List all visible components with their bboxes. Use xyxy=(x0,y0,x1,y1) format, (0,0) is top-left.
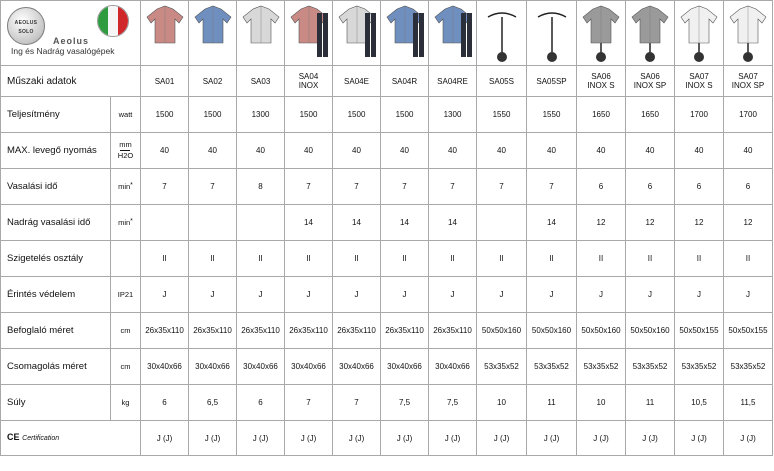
spec-row xyxy=(1,277,773,313)
spec-cell: J xyxy=(527,277,577,313)
certification-cell: J (J) xyxy=(577,421,626,456)
spec-cell xyxy=(141,205,189,241)
spec-cell: 50x50x160 xyxy=(477,313,527,349)
row-label: Vasalási idő xyxy=(1,169,111,205)
model-header-8: SA05S xyxy=(477,66,527,97)
product-image-11 xyxy=(626,1,675,66)
spec-cell: 50x50x155 xyxy=(675,313,724,349)
spec-cell: 6 xyxy=(675,169,724,205)
model-header-1: SA01 xyxy=(141,66,189,97)
spec-row xyxy=(1,169,773,205)
spec-row xyxy=(1,241,773,277)
spec-cell: 7 xyxy=(285,169,333,205)
spec-cell: J xyxy=(189,277,237,313)
spec-cell: 1500 xyxy=(333,97,381,133)
product-image-2 xyxy=(189,1,237,66)
model-header-3: SA03 xyxy=(237,66,285,97)
model-header-4: SA04 INOX xyxy=(285,66,333,97)
spec-cell: 6 xyxy=(626,169,675,205)
spec-cell: II xyxy=(381,241,429,277)
spec-cell: J xyxy=(237,277,285,313)
spec-cell: 40 xyxy=(577,133,626,169)
spec-row xyxy=(1,385,773,421)
spec-cell: 50x50x160 xyxy=(626,313,675,349)
spec-cell: 7 xyxy=(477,169,527,205)
spec-row xyxy=(1,349,773,385)
spec-cell: 7,5 xyxy=(429,385,477,421)
spec-row xyxy=(1,205,773,241)
spec-cell: 7,5 xyxy=(381,385,429,421)
product-image-3 xyxy=(237,1,285,66)
spec-cell: II xyxy=(477,241,527,277)
spec-cell: 40 xyxy=(333,133,381,169)
spec-cell: 1500 xyxy=(381,97,429,133)
spec-cell: 40 xyxy=(237,133,285,169)
spec-cell: 1700 xyxy=(675,97,724,133)
row-label: MAX. levegő nyomás xyxy=(1,133,111,169)
row-label: Érintés védelem xyxy=(1,277,111,313)
spec-cell: 6 xyxy=(141,385,189,421)
certification-cell: J (J) xyxy=(141,421,189,456)
spec-cell: 1500 xyxy=(141,97,189,133)
spec-cell: 26x35x110 xyxy=(141,313,189,349)
spec-cell: 26x35x110 xyxy=(429,313,477,349)
model-header-6: SA04R xyxy=(381,66,429,97)
spec-cell xyxy=(477,205,527,241)
spec-cell: 14 xyxy=(333,205,381,241)
spec-cell: J xyxy=(381,277,429,313)
spec-cell: II xyxy=(189,241,237,277)
certification-cell: J (J) xyxy=(724,421,773,456)
spec-cell: 40 xyxy=(285,133,333,169)
certification-cell: J (J) xyxy=(333,421,381,456)
spec-cell: J xyxy=(626,277,675,313)
spec-cell: 14 xyxy=(527,205,577,241)
model-header-10: SA06 INOX S xyxy=(577,66,626,97)
spec-cell: 26x35x110 xyxy=(285,313,333,349)
spec-cell: 40 xyxy=(189,133,237,169)
product-image-1 xyxy=(141,1,189,66)
spec-cell: 53x35x52 xyxy=(477,349,527,385)
spec-row xyxy=(1,133,773,169)
spec-cell: J xyxy=(675,277,724,313)
spec-cell: 30x40x66 xyxy=(189,349,237,385)
spec-cell: 30x40x66 xyxy=(381,349,429,385)
spec-cell: 40 xyxy=(477,133,527,169)
spec-cell: 6 xyxy=(577,169,626,205)
spec-cell: II xyxy=(626,241,675,277)
product-image-8 xyxy=(477,1,527,66)
spec-cell: 1500 xyxy=(189,97,237,133)
certification-cell: J (J) xyxy=(675,421,724,456)
spec-cell: 53x35x52 xyxy=(626,349,675,385)
spec-cell: 40 xyxy=(527,133,577,169)
brand-cell xyxy=(1,1,141,66)
spec-cell: 53x35x52 xyxy=(577,349,626,385)
spec-cell: II xyxy=(724,241,773,277)
row-unit: min* xyxy=(111,169,141,205)
spec-cell: 7 xyxy=(527,169,577,205)
certification-cell: J (J) xyxy=(237,421,285,456)
spec-cell: 1500 xyxy=(285,97,333,133)
spec-cell: J xyxy=(285,277,333,313)
spec-cell: 7 xyxy=(189,169,237,205)
model-header-9: SA05SP xyxy=(527,66,577,97)
spec-cell: II xyxy=(285,241,333,277)
spec-cell: 11 xyxy=(527,385,577,421)
spec-cell: 1300 xyxy=(237,97,285,133)
ce-mark-icon: CE xyxy=(7,432,20,442)
spec-cell: 6 xyxy=(237,385,285,421)
spec-cell: 30x40x66 xyxy=(285,349,333,385)
spec-row xyxy=(1,313,773,349)
spec-cell: 7 xyxy=(333,169,381,205)
model-header-2: SA02 xyxy=(189,66,237,97)
spec-cell: 12 xyxy=(675,205,724,241)
spec-cell: 50x50x160 xyxy=(527,313,577,349)
spec-cell: 53x35x52 xyxy=(724,349,773,385)
certification-cell: J (J) xyxy=(285,421,333,456)
spec-cell: II xyxy=(333,241,381,277)
spec-cell: 8 xyxy=(237,169,285,205)
row-label: Súly xyxy=(1,385,111,421)
spec-cell: 12 xyxy=(626,205,675,241)
certification-label: CE Certification xyxy=(1,421,141,456)
row-unit: cm xyxy=(111,313,141,349)
spec-cell: 1550 xyxy=(527,97,577,133)
spec-cell xyxy=(189,205,237,241)
spec-cell: 12 xyxy=(724,205,773,241)
product-image-13 xyxy=(724,1,773,66)
certification-cell: J (J) xyxy=(429,421,477,456)
spec-cell: 50x50x155 xyxy=(724,313,773,349)
spec-cell: 1700 xyxy=(724,97,773,133)
row-label: Szigetelés osztály xyxy=(1,241,111,277)
spec-cell: 1300 xyxy=(429,97,477,133)
spec-cell: 30x40x66 xyxy=(237,349,285,385)
spec-cell: 7 xyxy=(381,169,429,205)
spec-cell: 14 xyxy=(429,205,477,241)
spec-cell: 7 xyxy=(429,169,477,205)
spec-cell: 26x35x110 xyxy=(237,313,285,349)
spec-cell: II xyxy=(675,241,724,277)
certification-cell: J (J) xyxy=(381,421,429,456)
row-label: Teljesítmény xyxy=(1,97,111,133)
spec-cell xyxy=(237,205,285,241)
spec-row xyxy=(1,97,773,133)
spec-cell: 1650 xyxy=(577,97,626,133)
brand-subtitle: Ing és Nadrág vasalógépek xyxy=(11,46,115,56)
spec-cell: 1650 xyxy=(626,97,675,133)
row-unit: kg xyxy=(111,385,141,421)
spec-cell: 30x40x66 xyxy=(429,349,477,385)
header-label: Műszaki adatok xyxy=(1,66,141,97)
spec-cell: 6,5 xyxy=(189,385,237,421)
spec-cell: 26x35x110 xyxy=(333,313,381,349)
spec-cell: 40 xyxy=(141,133,189,169)
certification-cell: J (J) xyxy=(477,421,527,456)
spec-cell: 14 xyxy=(381,205,429,241)
spec-cell: 50x50x160 xyxy=(577,313,626,349)
spec-cell: 10,5 xyxy=(675,385,724,421)
spec-cell: 12 xyxy=(577,205,626,241)
certification-cell: J (J) xyxy=(626,421,675,456)
spec-cell: 30x40x66 xyxy=(141,349,189,385)
spec-cell: 6 xyxy=(724,169,773,205)
spec-cell: 40 xyxy=(724,133,773,169)
spec-cell: 26x35x110 xyxy=(381,313,429,349)
row-unit: cm xyxy=(111,349,141,385)
certification-cell: J (J) xyxy=(189,421,237,456)
product-image-12 xyxy=(675,1,724,66)
row-unit: $\frac{mm}{H2O}$ xyxy=(111,133,141,169)
spec-cell: J xyxy=(724,277,773,313)
row-label: Csomagolás méret xyxy=(1,349,111,385)
spec-cell: 11 xyxy=(626,385,675,421)
spec-cell: 10 xyxy=(577,385,626,421)
spec-cell: II xyxy=(429,241,477,277)
italian-flag-badge xyxy=(97,5,129,37)
spec-cell: 10 xyxy=(477,385,527,421)
spec-cell: 30x40x66 xyxy=(333,349,381,385)
product-image-5 xyxy=(333,1,381,66)
model-header-5: SA04E xyxy=(333,66,381,97)
row-unit xyxy=(111,241,141,277)
row-unit: min* xyxy=(111,205,141,241)
header-row xyxy=(1,66,773,97)
spec-cell: J xyxy=(577,277,626,313)
spec-cell: 7 xyxy=(285,385,333,421)
certification-cell: J (J) xyxy=(527,421,577,456)
product-image-10 xyxy=(577,1,626,66)
spec-cell: 53x35x52 xyxy=(527,349,577,385)
spec-cell: 26x35x110 xyxy=(189,313,237,349)
model-header-13: SA07 INOX SP xyxy=(724,66,773,97)
aeolus-logo: AEOLUS SOLO xyxy=(7,7,45,45)
product-image-row xyxy=(1,1,773,66)
spec-cell: 40 xyxy=(626,133,675,169)
row-label: Befoglaló méret xyxy=(1,313,111,349)
brand-name: Aeolus xyxy=(53,36,90,46)
model-header-7: SA04RE xyxy=(429,66,477,97)
spec-cell: 14 xyxy=(285,205,333,241)
product-image-9 xyxy=(527,1,577,66)
spec-cell: II xyxy=(141,241,189,277)
spec-cell: 7 xyxy=(141,169,189,205)
product-image-4 xyxy=(285,1,333,66)
spec-cell: II xyxy=(527,241,577,277)
spec-cell: II xyxy=(237,241,285,277)
spec-cell: 53x35x52 xyxy=(675,349,724,385)
spec-cell: 11,5 xyxy=(724,385,773,421)
spec-cell: J xyxy=(429,277,477,313)
product-image-6 xyxy=(381,1,429,66)
spec-cell: 1550 xyxy=(477,97,527,133)
spec-cell: 40 xyxy=(675,133,724,169)
row-label: Nadrág vasalási idő xyxy=(1,205,111,241)
model-header-11: SA06 INOX SP xyxy=(626,66,675,97)
spec-cell: J xyxy=(333,277,381,313)
model-header-12: SA07 INOX S xyxy=(675,66,724,97)
row-unit: watt xyxy=(111,97,141,133)
spec-cell: J xyxy=(141,277,189,313)
spec-cell: 40 xyxy=(381,133,429,169)
spec-cell: 40 xyxy=(429,133,477,169)
spec-cell: J xyxy=(477,277,527,313)
certification-row xyxy=(1,421,773,456)
spec-cell: 7 xyxy=(333,385,381,421)
product-image-7 xyxy=(429,1,477,66)
spec-cell: II xyxy=(577,241,626,277)
row-unit: IP21 xyxy=(111,277,141,313)
